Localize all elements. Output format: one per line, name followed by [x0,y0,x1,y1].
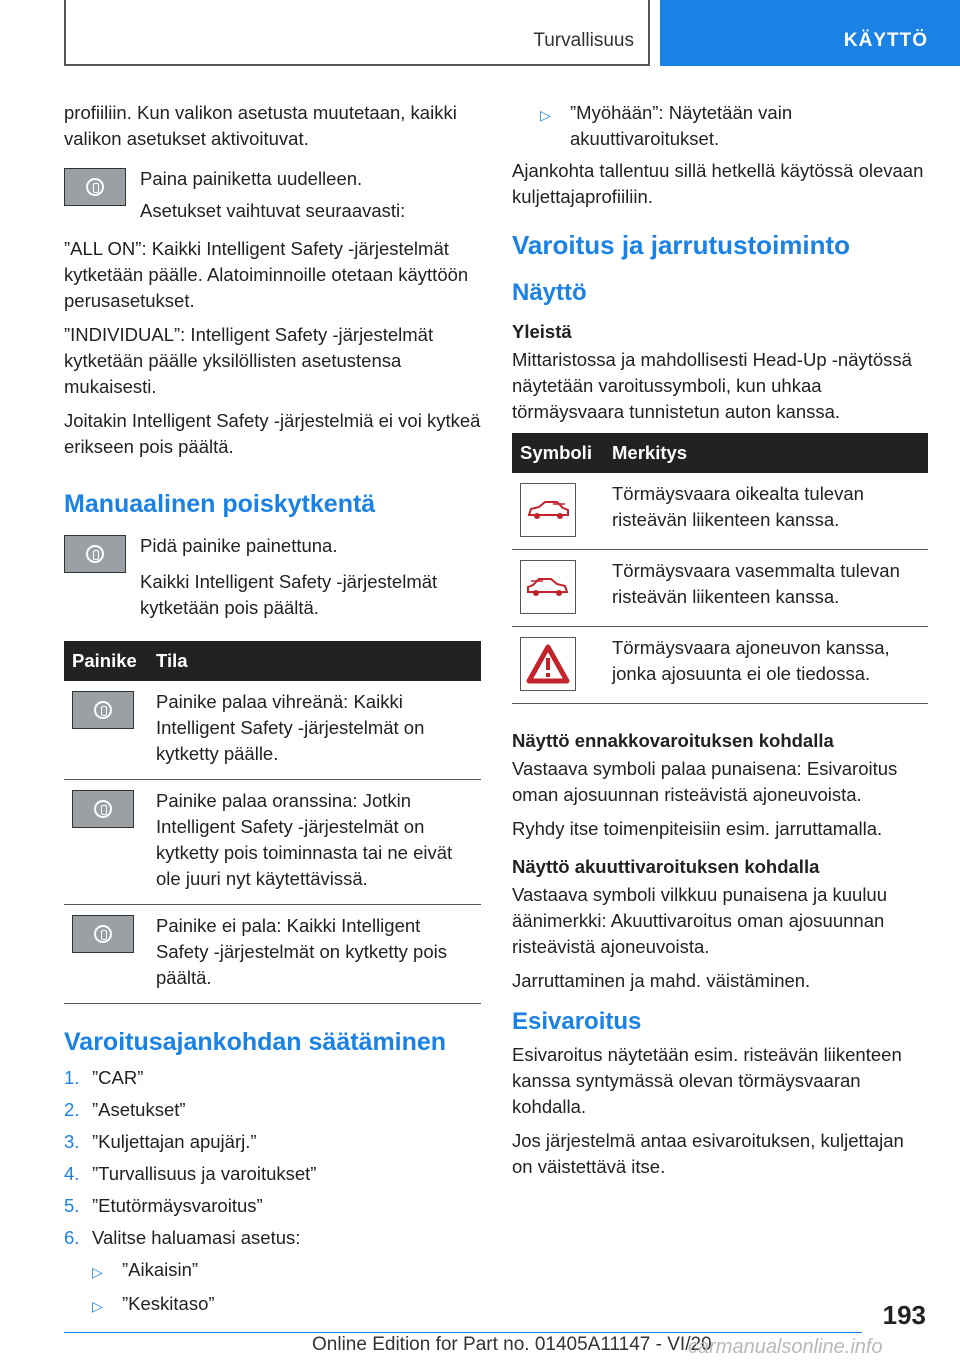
pre-warning-section-heading: Esivaroitus [512,1008,642,1035]
list-item: 4. ”Turvallisuus ja varoitukset” [64,1163,317,1184]
table-row [512,627,928,704]
hold-button-text: Pidä painike painettuna. [140,535,338,556]
late-option [540,100,928,152]
all-on-text: ”ALL ON”: Kaikki Intelligent Safety -järjestelmät kytketään päälle. Alatoiminnoille otetaan käyttöön perusasetukset. [64,238,469,311]
table-header-button: Painike [64,641,148,681]
right-column [512,100,928,1188]
table-row [64,681,481,780]
left-column [64,100,481,1325]
list-item: ▷ ”Keskitaso” [92,1291,481,1319]
table-cell-meaning: Törmäysvaara oikealta tulevan risteävän liikenteen kanssa. [604,473,928,550]
acute-warning-text: Vastaava symboli vilkkuu punaisena ja kuuluu äänimerkki: Akuuttivaroitus oman ajosuunnan risteävistä ajoneuvoista. [512,884,888,957]
intro-text: profiiliin. Kun valikon asetusta muutetaan, kaikki valikon asetukset aktivoituvat. [64,102,457,149]
individual-text: ”INDIVIDUAL”: Intelligent Safety -järjestelmät kytketään päälle yksilöllisten asetustensa mukaisesti. [64,324,434,397]
list-item: 5. ”Etutörmäysvaroitus” [64,1195,263,1216]
pre-warning-heading: Näyttö ennakkovaroituksen kohdalla [512,730,834,751]
intelligent-safety-button-icon [64,168,126,206]
pre-warning-action: Ryhdy itse toimenpiteisiin esim. jarruttamalla. [512,818,883,839]
all-off-text: Kaikki Intelligent Safety -järjestelmät kytketään pois päältä. [140,571,438,618]
table-cell-state: Painike palaa vihreänä: Kaikki Intelligent Safety -järjestelmät on kytketty päälle. [148,681,481,780]
list-item: 1. ”CAR” [64,1067,144,1088]
table-row [64,780,481,905]
pre-warning-text: Vastaava symboli palaa punaisena: Esivaroitus oman ajosuunnan risteävistä ajoneuvoista. [512,758,898,805]
timing-heading: Varoitusajankohdan säätäminen [64,1028,447,1056]
table-header-state: Tila [148,641,481,681]
button-off-icon [72,915,134,953]
triangle-bullet-icon: ▷ [92,1298,103,1314]
table-cell-state: Painike palaa oranssina: Jotkin Intelligent Safety -järjestelmät on kytketty pois toiminnasta tai ne eivät ole juuri nyt käytettävissä. [148,780,481,905]
triangle-bullet-icon: ▷ [540,107,551,123]
acute-warning-action: Jarruttaminen ja mahd. väistäminen. [512,970,811,991]
watermark: carmanualsonline.info [688,1336,883,1358]
list-item: 2. ”Asetukset” [64,1099,186,1120]
footer-edition: Online Edition for Part no. 01405A11147 - VI/20 [312,1334,712,1355]
button-green-icon [72,691,134,729]
table-header-symbol: Symboli [512,433,604,473]
saved-note: Ajankohta tallentuu sillä hetkellä käytössä olevaan kuljettajaprofiiliin. [512,160,924,207]
list-item: ▷ ”Aikaisin” [92,1257,481,1285]
table-row [512,550,928,627]
header-section-box [64,0,650,66]
timing-steps [64,1065,481,1251]
table-cell-meaning: Törmäysvaara vasemmalta tulevan risteävän liikenteen kanssa. [604,550,928,627]
general-text: Mittaristossa ja mahdollisesti Head-Up -näytössä näytetään varoitussymboli, kun uhkaa törmäysvaara tunnistetun auton kanssa. [512,349,912,422]
intelligent-safety-button-icon [64,535,126,573]
general-heading: Yleistä [512,321,572,342]
list-item: 3. ”Kuljettajan apujärj.” [64,1131,257,1152]
button-state-table [64,641,481,1004]
display-heading: Näyttö [512,279,587,306]
header-chapter-title: KÄYTTÖ [843,30,928,51]
table-row [64,905,481,1004]
table-cell-state: Painike ei pala: Kaikki Intelligent Safety -järjestelmät on kytketty pois päältä. [148,905,481,1004]
table-row [512,473,928,550]
car-left-crossing-icon [520,560,576,614]
list-item: 6. Valitse haluamasi asetus: [64,1227,301,1248]
table-header-row [512,433,928,473]
pre-warning-section-action: Jos järjestelmä antaa esivaroituksen, kuljettajan on väistettävä itse. [512,1130,904,1177]
acute-warning-heading: Näyttö akuuttivaroituksen kohdalla [512,856,820,877]
triangle-bullet-icon: ▷ [92,1264,103,1280]
table-header-meaning: Merkitys [604,433,928,473]
some-systems-text: Joitakin Intelligent Safety -järjestelmiä ei voi kytkeä erikseen pois päältä. [64,410,481,457]
settings-change-text: Asetukset vaihtuvat seuraavasti: [140,200,406,221]
button-orange-icon [72,790,134,828]
pre-warning-section-text: Esivaroitus näytetään esim. risteävän liikenteen kanssa syntymässä olevan törmäysvaaran kohdalla. [512,1044,902,1117]
press-again-text: Paina painiketta uudelleen. [140,168,363,189]
list-item: ▷ ”Myöhään”: Näytetään vain akuuttivaroitukset. [540,100,928,152]
symbol-table [512,433,928,704]
hold-button-block [64,533,481,573]
table-cell-meaning: Törmäysvaara ajoneuvon kanssa, jonka ajosuunta ei ole tiedossa. [604,627,928,704]
manual-heading: Manuaalinen poiskytkentä [64,490,376,518]
press-again-block [64,166,481,230]
timing-options [92,1257,481,1319]
main-heading: Varoitus ja jarrutustoiminto [512,230,851,260]
page-number: 193 [882,1300,926,1330]
footer-rule [64,1332,862,1333]
table-header-row [64,641,481,681]
warning-triangle-icon [520,637,576,691]
header-section-title: Turvallisuus [533,30,634,51]
car-right-crossing-icon [520,483,576,537]
header-chapter-tab [660,0,960,66]
